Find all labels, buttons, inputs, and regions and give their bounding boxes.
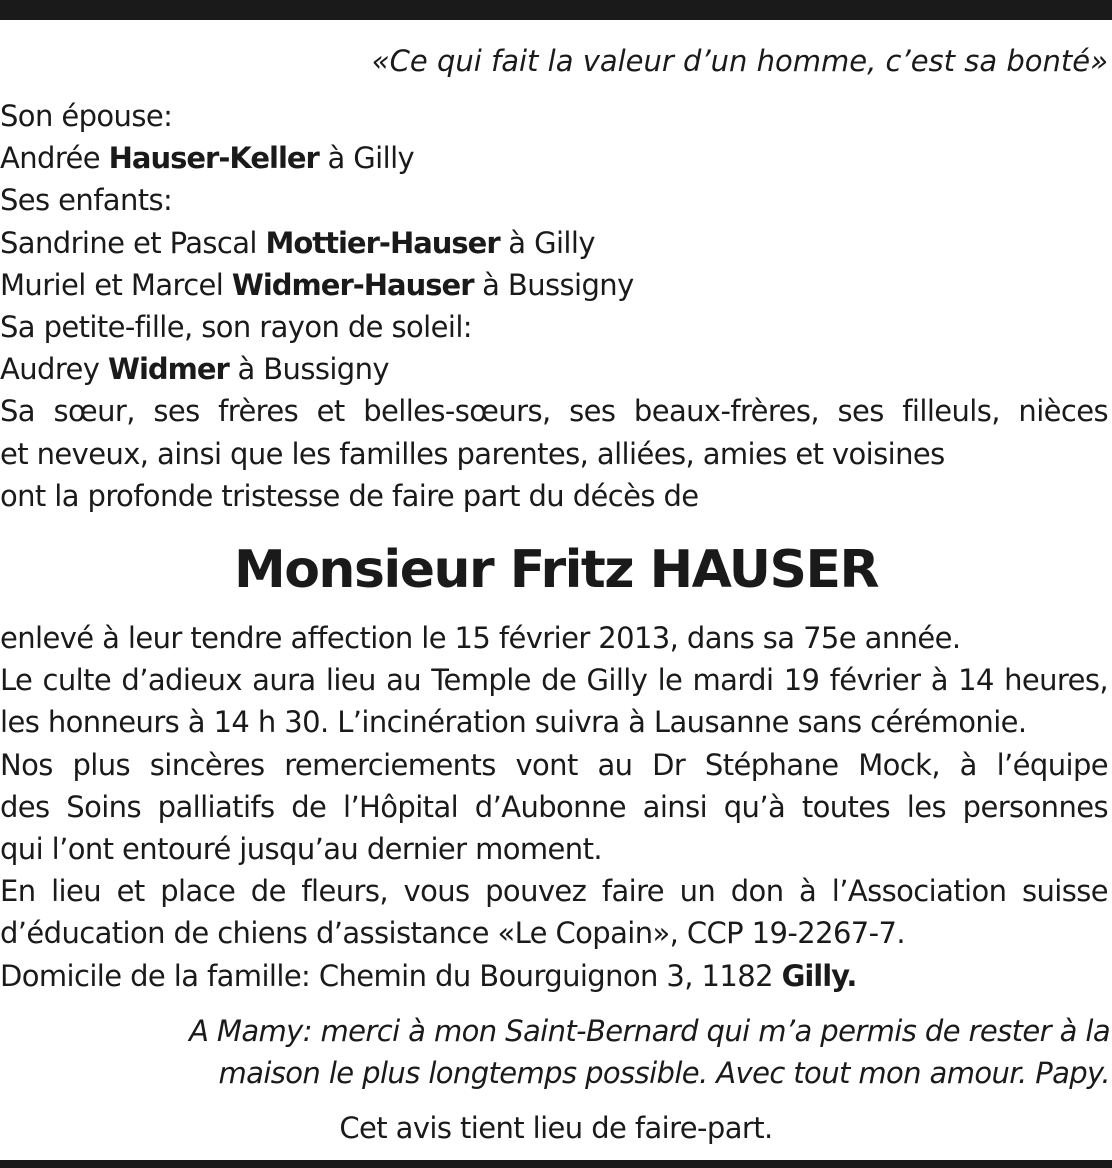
details-line: qui l’ont entouré jusqu’au dernier moment. <box>0 832 602 867</box>
domicile-address: Domicile de la famille: Chemin du Bourguignon 3, 1182 <box>0 958 773 993</box>
deceased-name: Monsieur Fritz HAUSER <box>233 540 879 600</box>
family-list <box>0 95 1108 517</box>
relatives-line: Sa sœur, ses frères et belles-sœurs, ses beaux-frères, ses filleuls, nièces <box>0 394 1108 429</box>
child-surname: Mottier-Hauser <box>265 225 500 260</box>
child-line <box>0 222 1108 264</box>
details-line: Nos plus sincères remerciements vont au Dr Stéphane Mock, à l’équipe <box>0 747 1108 782</box>
details-line: des Soins palliatifs de l’Hôpital d’Aubonne ainsi qu’à toutes les personnes <box>0 789 1108 824</box>
child-first: Sandrine et Pascal <box>0 225 257 260</box>
details-text <box>0 617 1108 997</box>
child-place: à Gilly <box>508 225 595 260</box>
dedication-line: maison le plus longtemps possible. Avec tout mon amour. Papy. <box>218 1056 1110 1090</box>
dedication-line: A Mamy: merci à mon Saint-Bernard qui m’a permis de rester à la <box>189 1014 1110 1048</box>
granddaughter-line <box>0 348 1108 390</box>
details-line: En lieu et place de fleurs, vous pouvez faire un don à l’Association suisse <box>0 874 1108 909</box>
granddaughter-label: Sa petite-fille, son rayon de soleil: <box>0 310 472 345</box>
child-surname: Widmer-Hauser <box>231 267 474 302</box>
children-label: Ses enfants: <box>0 183 173 218</box>
details-line: enlevé à leur tendre affection le 15 février 2013, dans sa 75e année. <box>0 621 961 655</box>
granddaughter-first: Audrey <box>0 352 100 387</box>
relatives-line: et neveux, ainsi que les familles parentes, alliées, amies et voisines <box>0 436 945 471</box>
spouse-line <box>0 137 1108 179</box>
spouse-place: à Gilly <box>327 141 415 176</box>
spouse-surname: Hauser-Keller <box>108 141 319 176</box>
details-line: les honneurs à 14 h 30. L’incinération suivra à Lausanne sans cérémonie. <box>0 705 1027 740</box>
child-first: Muriel et Marcel <box>0 267 224 302</box>
domicile-town: Gilly. <box>781 958 857 993</box>
relatives-line: ont la profonde tristesse de faire part du décès de <box>0 478 699 513</box>
granddaughter-surname: Widmer <box>107 352 229 387</box>
spouse-label: Son épouse: <box>0 99 173 133</box>
epigraph-quote: «Ce qui fait la valeur d’un homme, c’est sa bonté» <box>371 44 1108 78</box>
dedication-message <box>110 1010 1110 1094</box>
top-rule <box>0 0 1112 20</box>
bottom-rule <box>0 1160 1112 1168</box>
granddaughter-place: à Bussigny <box>237 352 389 387</box>
child-place: à Bussigny <box>482 267 634 302</box>
child-line <box>0 264 1108 306</box>
notice-text: Cet avis tient lieu de faire-part. <box>339 1111 773 1145</box>
spouse-first: Andrée <box>0 141 100 176</box>
details-line: Le culte d’adieux aura lieu au Temple de Gilly le mardi 19 février à 14 heures, <box>0 663 1108 698</box>
details-line: d’éducation de chiens d’assistance «Le Copain», CCP 19-2267-7. <box>0 916 905 951</box>
domicile-line <box>0 955 1108 997</box>
